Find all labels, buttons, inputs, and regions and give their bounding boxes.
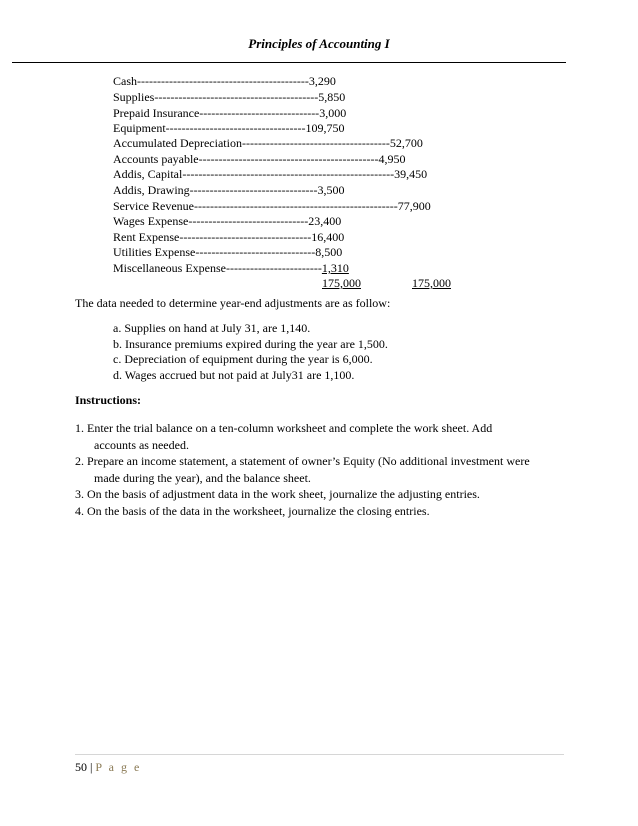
tb-account-name: Service Revenue [113, 199, 194, 213]
tb-amount: 109,750 [305, 121, 345, 135]
tb-leader: ------------------------------ [188, 214, 309, 228]
tb-total-credit: 175,000 [412, 276, 451, 290]
tb-amount: 1,310 [321, 261, 349, 275]
tb-row-accounts-payable [113, 152, 405, 166]
tb-account-name: Supplies [113, 90, 155, 104]
tb-amount: 4,950 [378, 152, 406, 166]
tb-leader: ----------------------------------------------------- [182, 167, 395, 181]
instructions-heading: Instructions: [75, 393, 142, 407]
tb-leader: ------------------------ [225, 261, 322, 275]
tb-row-rent-expense [113, 230, 344, 244]
tb-row-accumulated-depreciation [113, 136, 423, 150]
tb-amount: 52,700 [389, 136, 423, 150]
adjustment-item-c: c. Depreciation of equipment during the year is 6,000. [113, 352, 373, 366]
tb-amount: 3,500 [317, 183, 345, 197]
tb-account-name: Equipment [113, 121, 166, 135]
page-number: 50 [75, 760, 87, 774]
tb-leader: ----------------------------------------- [154, 90, 319, 104]
page-word: P a g e [95, 760, 142, 774]
tb-account-name: Accounts payable [113, 152, 199, 166]
tb-account-name: Wages Expense [113, 214, 189, 228]
tb-row-cash [113, 74, 336, 88]
tb-account-name: Miscellaneous Expense [113, 261, 226, 275]
tb-amount: 8,500 [315, 245, 343, 259]
header-rule [12, 62, 566, 63]
tb-account-name: Accumulated Depreciation [113, 136, 242, 150]
tb-amount: 3,000 [319, 106, 347, 120]
footer-separator: | [90, 760, 93, 774]
tb-row-wages-expense [113, 214, 341, 228]
tb-row-equipment [113, 121, 345, 135]
tb-row-supplies [113, 90, 345, 104]
tb-account-name: Addis, Drawing [113, 183, 190, 197]
instruction-item-4 [75, 503, 563, 520]
page-header-title: Principles of Accounting I [248, 36, 390, 51]
tb-account-name: Rent Expense [113, 230, 180, 244]
adjustments-intro: The data needed to determine year-end adjustments are as follow: [75, 296, 391, 310]
instruction-item-3 [75, 486, 563, 503]
tb-total-debit: 175,000 [322, 276, 361, 290]
instruction-item-1 [75, 420, 563, 453]
tb-row-prepaid-insurance [113, 106, 346, 120]
footer-rule [75, 754, 564, 755]
tb-row-addis-capital [113, 167, 427, 181]
instruction-text: 4. On the basis of the data in the worksheet, journalize the closing entries. [75, 503, 430, 518]
tb-row-utilities-expense [113, 245, 342, 259]
tb-leader: ----------------------------------- [165, 121, 306, 135]
adjustment-item-b: b. Insurance premiums expired during the year are 1,500. [113, 337, 388, 351]
tb-amount: 5,850 [318, 90, 346, 104]
tb-amount: 23,400 [308, 214, 342, 228]
tb-account-name: Prepaid Insurance [113, 106, 200, 120]
tb-leader: ------------------------------------- [241, 136, 390, 150]
tb-account-name: Utilities Expense [113, 245, 196, 259]
tb-leader: --------------------------------------------- [198, 152, 379, 166]
page-footer [75, 760, 141, 775]
instructions-list [75, 420, 563, 519]
tb-amount: 39,450 [394, 167, 428, 181]
tb-account-name: Addis, Capital [113, 167, 183, 181]
instruction-text: 1. Enter the trial balance on a ten-column worksheet and complete the work sheet. Add [75, 421, 493, 435]
tb-leader: ------------------------------ [199, 106, 320, 120]
instruction-text-continued: made during the year), and the balance sheet. [94, 470, 311, 485]
tb-leader: ------------------------------------------- [137, 74, 309, 88]
instruction-text: 2. Prepare an income statement, a statement of owner’s Equity (No additional investment were [75, 454, 530, 468]
tb-account-name: Cash [113, 74, 137, 88]
tb-amount: 16,400 [311, 230, 345, 244]
tb-leader: -------------------------------- [189, 183, 318, 197]
adjustment-item-a: a. Supplies on hand at July 31, are 1,140. [113, 321, 311, 335]
tb-leader: --------------------------------- [179, 230, 312, 244]
tb-row-addis-drawing [113, 183, 345, 197]
instruction-text-continued: accounts as needed. [94, 437, 189, 452]
instruction-item-2 [75, 453, 563, 486]
tb-leader: ------------------------------ [195, 245, 316, 259]
instruction-text: 3. On the basis of adjustment data in the work sheet, journalize the adjusting entries. [75, 487, 480, 501]
tb-amount: 77,900 [397, 199, 431, 213]
tb-row-miscellaneous-expense [113, 261, 349, 275]
adjustment-item-d: d. Wages accrued but not paid at July31 are 1,100. [113, 368, 355, 382]
tb-row-service-revenue [113, 199, 431, 213]
tb-leader: --------------------------------------------------- [193, 199, 398, 213]
tb-amount: 3,290 [308, 74, 336, 88]
